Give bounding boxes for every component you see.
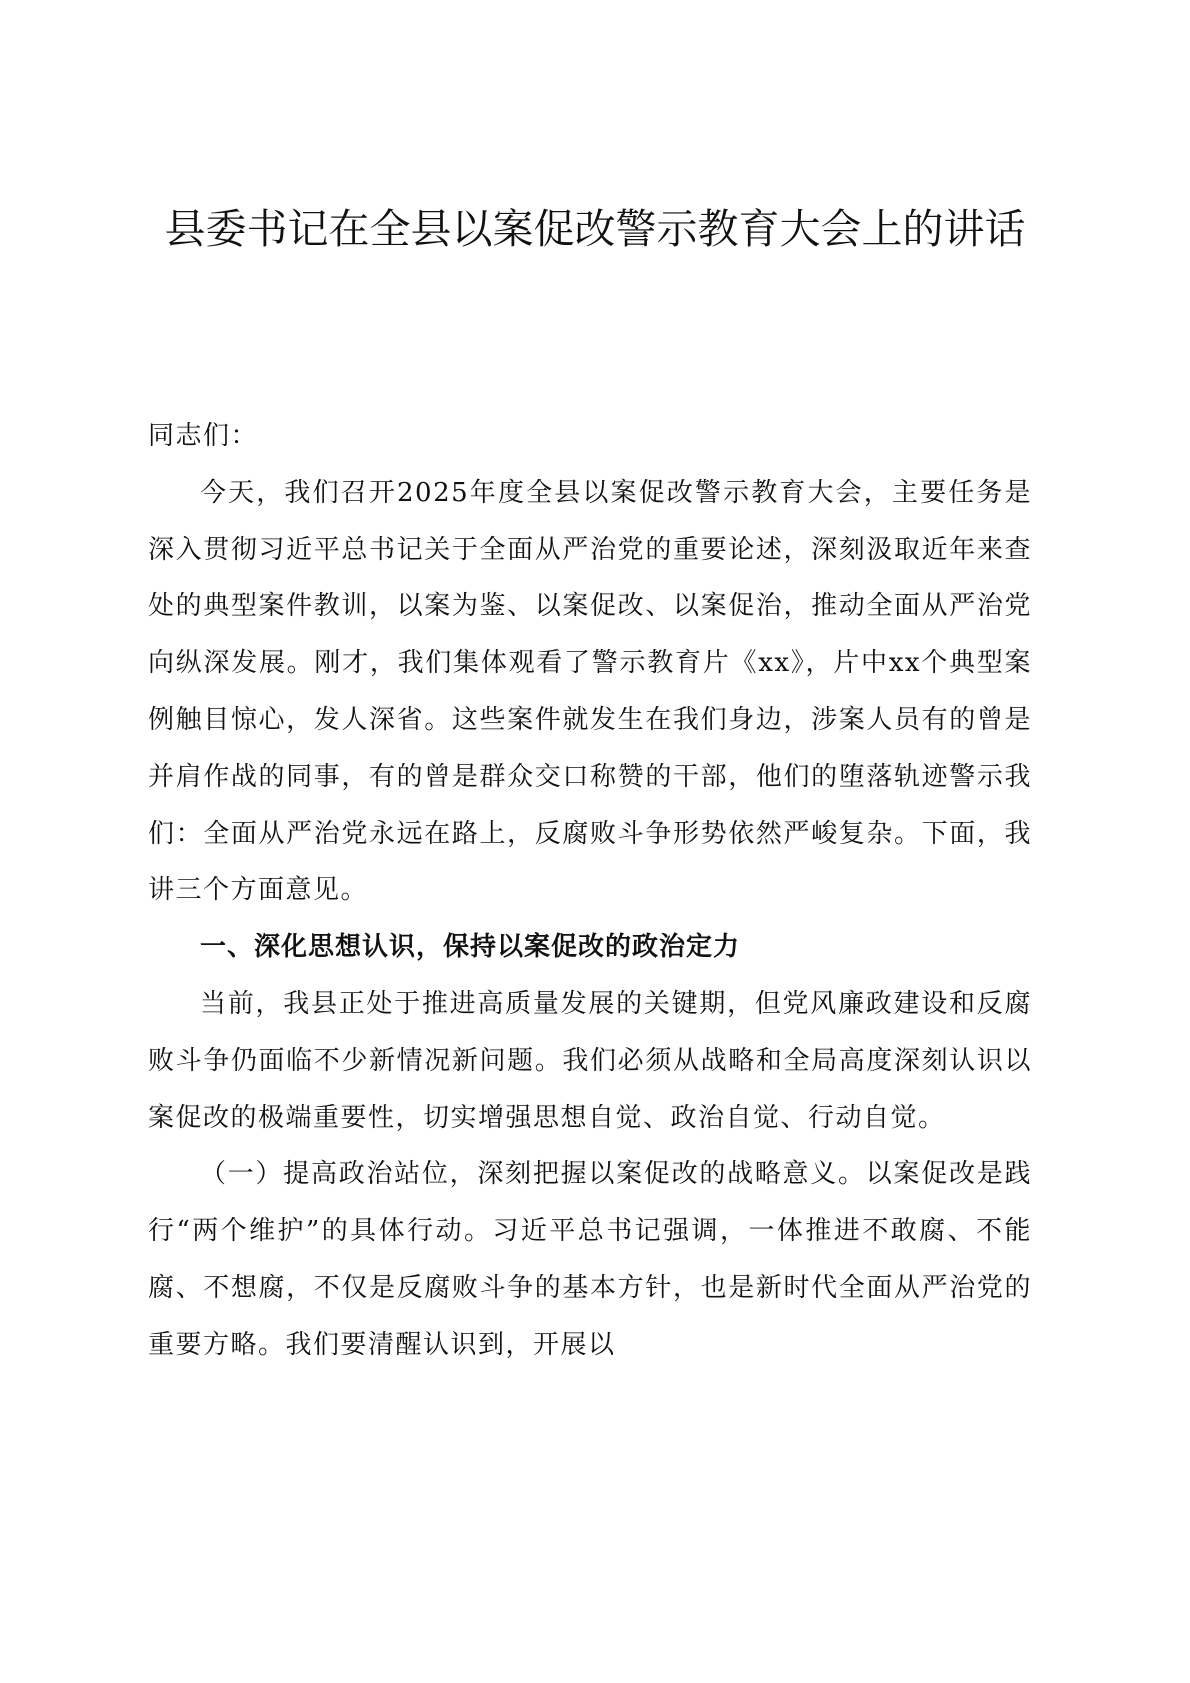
document-title: 县委书记在全县以案促改警示教育大会上的讲话 (164, 205, 1026, 253)
section-heading: 一、深化思想认识，保持以案促改的政治定力 (200, 932, 741, 963)
document-body (148, 408, 1032, 1374)
paragraph-section-1: 当前，我县正处于推进高质量发展的关键期，但党风廉政建设和反腐败斗争仍面临不少新情况新问题。我们必须从战略和全局高度深刻认识以案促改的极端重要性，切实增强思想自觉、政治自觉、行动自觉。 (148, 988, 1032, 1133)
paragraph-subsection-1: （一）提高政治站位，深刻把握以案促改的战略意义。以案促改是践行“两个维护”的具体行动。习近平总书记强调，一体推进不敢腐、不能腐、不想腐，不仅是反腐败斗争的基本方针，也是新时代全面从严治党的重要方略。我们要清醒认识到，开展以 (148, 1159, 1032, 1360)
salutation: 同志们： (148, 421, 259, 451)
paragraph-intro: 今天，我们召开2025年度全县以案促改警示教育大会，主要任务是深入贯彻习近平总书记关于全面从严治党的重要论述，深刻汲取近年来查处的典型案件教训，以案为鉴、以案促改、以案促治，推动全面从严治党向纵深发展。刚才，我们集体观看了警示教育片《xx》，片中xx个典型案例触目惊心，发人深省。这些案件就发生在我们身边，涉案人员有的曾是并肩作战的同事，有的曾是群众交口称赞的干部，他们的堕落轨迹警示我们：全面从严治党永远在路上，反腐败斗争形势依然严峻复杂。下面，我讲三个方面意见。 (148, 477, 1032, 906)
